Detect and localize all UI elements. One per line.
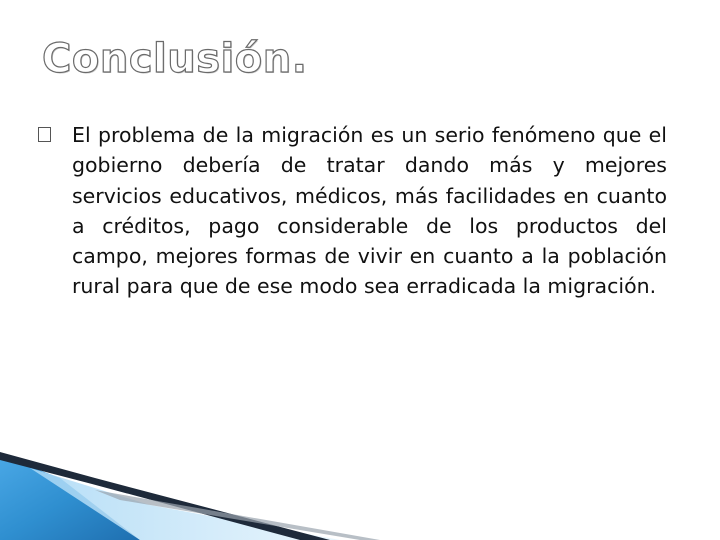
slide-title: Conclusión. — [42, 36, 308, 82]
paragraph-text: El problema de la migración es un serio fenómeno que el gobierno debería de tratar dando más y mejores servicios educativos, médicos, más facilidades en cuanto a créditos, pago considerable de los productos del campo, mejores formas de vivir en cuanto a la población rural para que de ese modo sea erradicada la migración. — [72, 123, 667, 299]
